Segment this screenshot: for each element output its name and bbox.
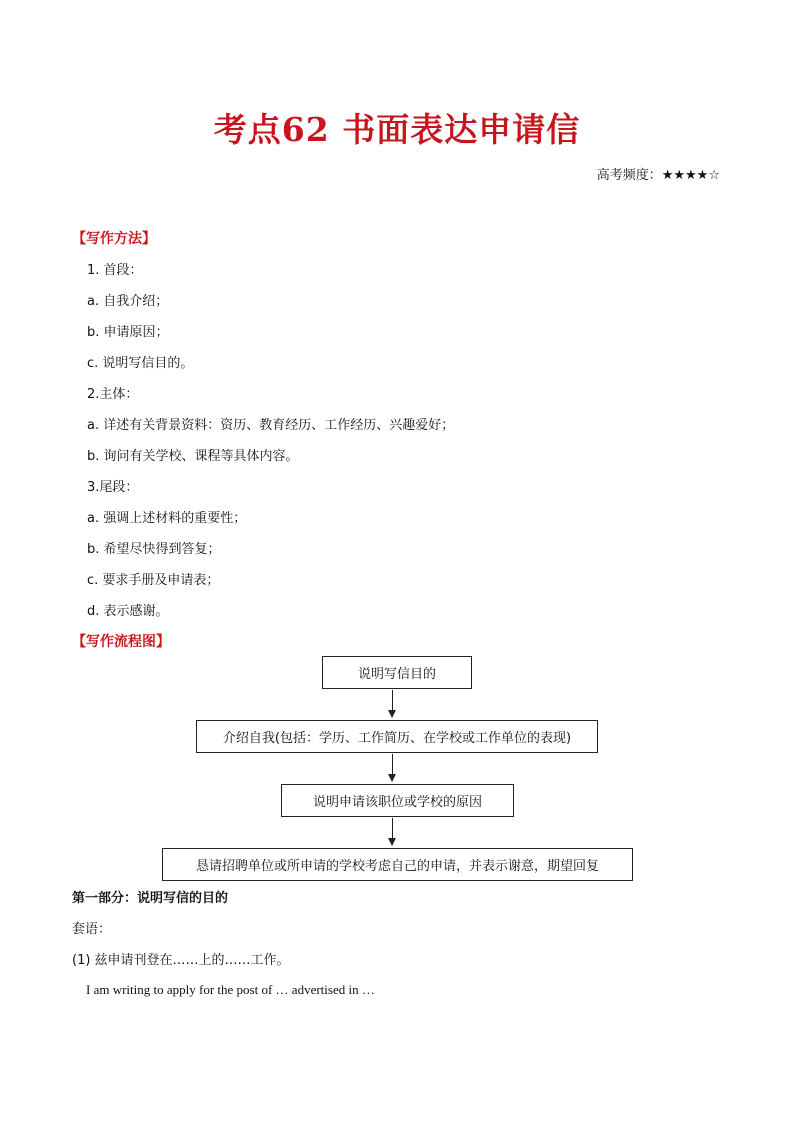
method-line: c. 要求手册及申请表； [87, 573, 220, 588]
flow-step-1: 说明写信目的 [322, 656, 472, 689]
method-line: d. 表示感谢。 [87, 604, 169, 619]
phrase-item-1: (1) 兹申请刊登在……上的……工作。 [72, 953, 290, 968]
method-line: a. 强调上述材料的重要性； [87, 511, 247, 526]
method-line: 2.主体： [87, 387, 139, 402]
flow-arrow-icon [392, 818, 393, 845]
flow-step-4: 恳请招聘单位或所申请的学校考虑自己的申请，并表示谢意，期望回复 [162, 848, 633, 881]
phrase-english-1: I am writing to apply for the post of … advertised in … [86, 982, 375, 997]
flow-step-3: 说明申请该职位或学校的原因 [281, 784, 514, 817]
flow-step-2: 介绍自我(包括：学历、工作简历、在学校或工作单位的表现) [196, 720, 598, 753]
method-line: b. 询问有关学校、课程等具体内容。 [87, 449, 299, 464]
method-line: a. 详述有关背景资料：资历、教育经历、工作经历、兴趣爱好； [87, 418, 455, 433]
flow-arrow-icon [392, 690, 393, 717]
method-heading: 【写作方法】 [72, 231, 156, 247]
page-title: 考点62 书面表达申请信 [213, 110, 581, 149]
method-line: c. 说明写信目的。 [87, 356, 194, 371]
method-line: a. 自我介绍； [87, 294, 169, 309]
method-line: b. 希望尽快得到答复； [87, 542, 221, 557]
flow-heading: 【写作流程图】 [72, 634, 170, 650]
set-phrase-label: 套语： [72, 922, 112, 937]
method-line: b. 申请原因； [87, 325, 169, 340]
frequency-label: 高考频度： [596, 168, 662, 183]
exam-frequency [597, 164, 720, 183]
method-line: 3.尾段： [87, 480, 139, 495]
method-line: 1. 首段： [87, 263, 143, 278]
part1-heading: 第一部分：说明写信的目的 [72, 891, 229, 906]
frequency-stars-icon: ★★★★☆ [661, 168, 720, 183]
flow-arrow-icon [392, 754, 393, 781]
